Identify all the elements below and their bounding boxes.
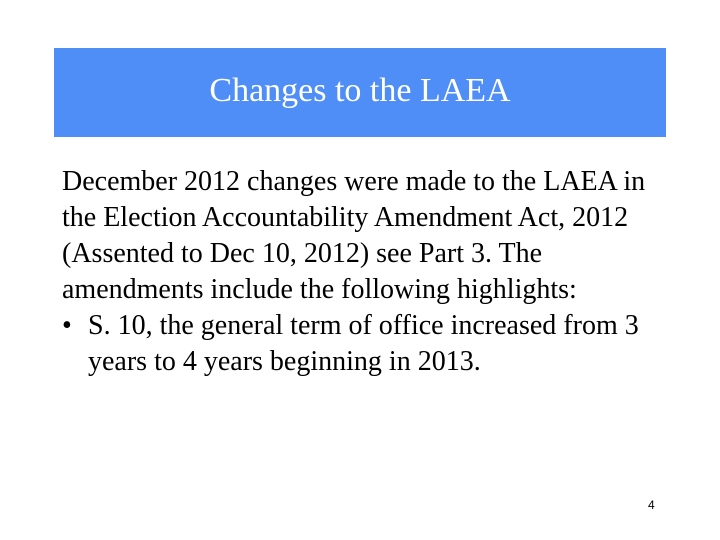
- page-number: 4: [648, 498, 655, 512]
- intro-paragraph: December 2012 changes were made to the LAEA in the Election Accountability Amendment Act, 2012 (Assented to Dec 10, 2012) see Part 3. The amendments include the following highlights:: [62, 166, 646, 305]
- bullet-item: [62, 308, 672, 380]
- bullet-icon: •: [62, 310, 72, 341]
- slide-body: [62, 164, 672, 380]
- bullet-text: S. 10, the general term of office increased from 3 years to 4 years beginning in 2013.: [88, 310, 639, 377]
- slide-title: Changes to the LAEA: [209, 71, 511, 109]
- title-bar: [54, 48, 666, 137]
